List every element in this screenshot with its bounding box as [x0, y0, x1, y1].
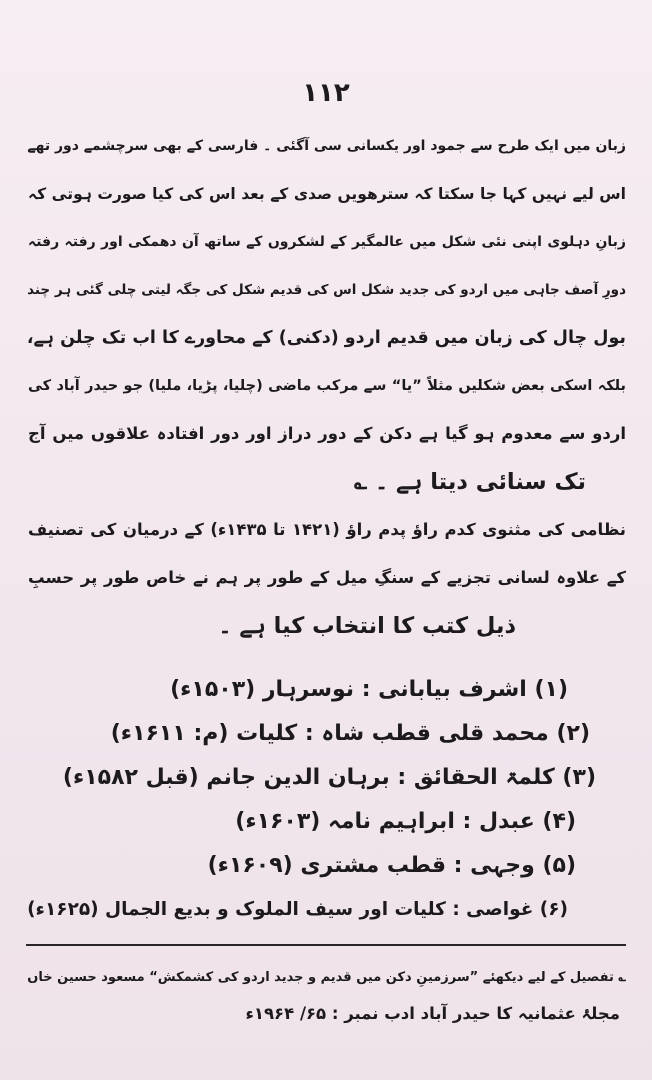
list-item: (۲) محمد قلی قطب شاہ : کلیات (م: ۱۶۱۱ء) — [110, 721, 590, 746]
page-number: ١١٢ — [302, 78, 350, 108]
text-line: اس لیے نہیں کہا جا سکتا کہ سترھویں صدی کے بعد اس کی کیا صورت ہوتی کہ — [28, 185, 626, 203]
book-list — [28, 668, 626, 932]
text-line: زبان میں ایک طرح سے جمود اور یکسانی سی آگئی ۔ فارسی کے بھی سرچشمے دور تھے — [27, 138, 626, 154]
list-item: (۶) غواصی : کلیات اور سیف الملوک و بدیع الجمال (۱۶۲۵ء) — [27, 899, 568, 920]
text-line: اردو سے معدوم ہو گیا ہے دکن کے دور دراز اور دور افتادہ علاقوں میں آج — [28, 424, 626, 443]
list-item: (۵) وجہی : قطب مشتری (۱۶۰۹ء) — [207, 853, 576, 878]
list-item: (۳) کلمۃ الحقائق : برہان الدین جانم (قبل ۱۵۸۲ء) — [62, 765, 596, 790]
text-line: نظامی کی مثنوی کدم راؤ پدم راؤ (۱۴۲۱ تا ۱۴۳۵ء) کے درمیان کی تصنیف — [28, 520, 626, 539]
list-item: (۱) اشرف بیابانی : نوسرہار (۱۵۰۳ء) — [170, 677, 568, 702]
text-line: تک سنائی دیتا ہے ۔ ؎ — [354, 469, 586, 495]
list-item: (۴) عبدل : ابراہیم نامہ (۱۶۰۳ء) — [235, 809, 576, 834]
footnote-divider — [26, 944, 626, 946]
text-line: زبانِ دہلوی اپنی نئی شکل میں عالمگیر کے لشکروں کے ساتھ آن دھمکی اور رفتہ رفتہ — [28, 234, 626, 250]
footnote-line: ؎ تفصیل کے لیے دیکھئے ”سرزمینِ دکن میں قدیم و جدید اردو کی کشمکش“ مسعود حسین خاں — [27, 970, 626, 985]
text-line: ذیل کتب کا انتخاب کیا ہے ۔ — [218, 613, 516, 639]
text-line: بلکہ اسکی بعض شکلیں مثلاً ”یا“ سے مرکب ماضی (چلیا، پڑیا، ملیا) جو حیدر آباد کی — [28, 378, 626, 394]
footnote-line: مجلۂ عثمانیہ کا حیدر آباد ادب نمبر : ۶۵/ ۱۹۶۴ء — [245, 1004, 620, 1023]
text-line: دورِ آصف جاہی میں اردو کی جدید شکل اس کی قدیم شکل کی جگہ لیتی چلی گئی ہر چند — [27, 282, 626, 298]
text-line: کے علاوہ لسانی تجزیے کے سنگِ میل کے طور پر ہم نے خاص طور پر حسبِ — [28, 568, 626, 587]
text-line: بول چال کی زبان میں قدیم اردو (دکنی) کے محاورے کا اب تک چلن ہے، — [26, 328, 626, 348]
body-paragraphs — [28, 122, 626, 650]
footnote — [28, 960, 626, 1032]
